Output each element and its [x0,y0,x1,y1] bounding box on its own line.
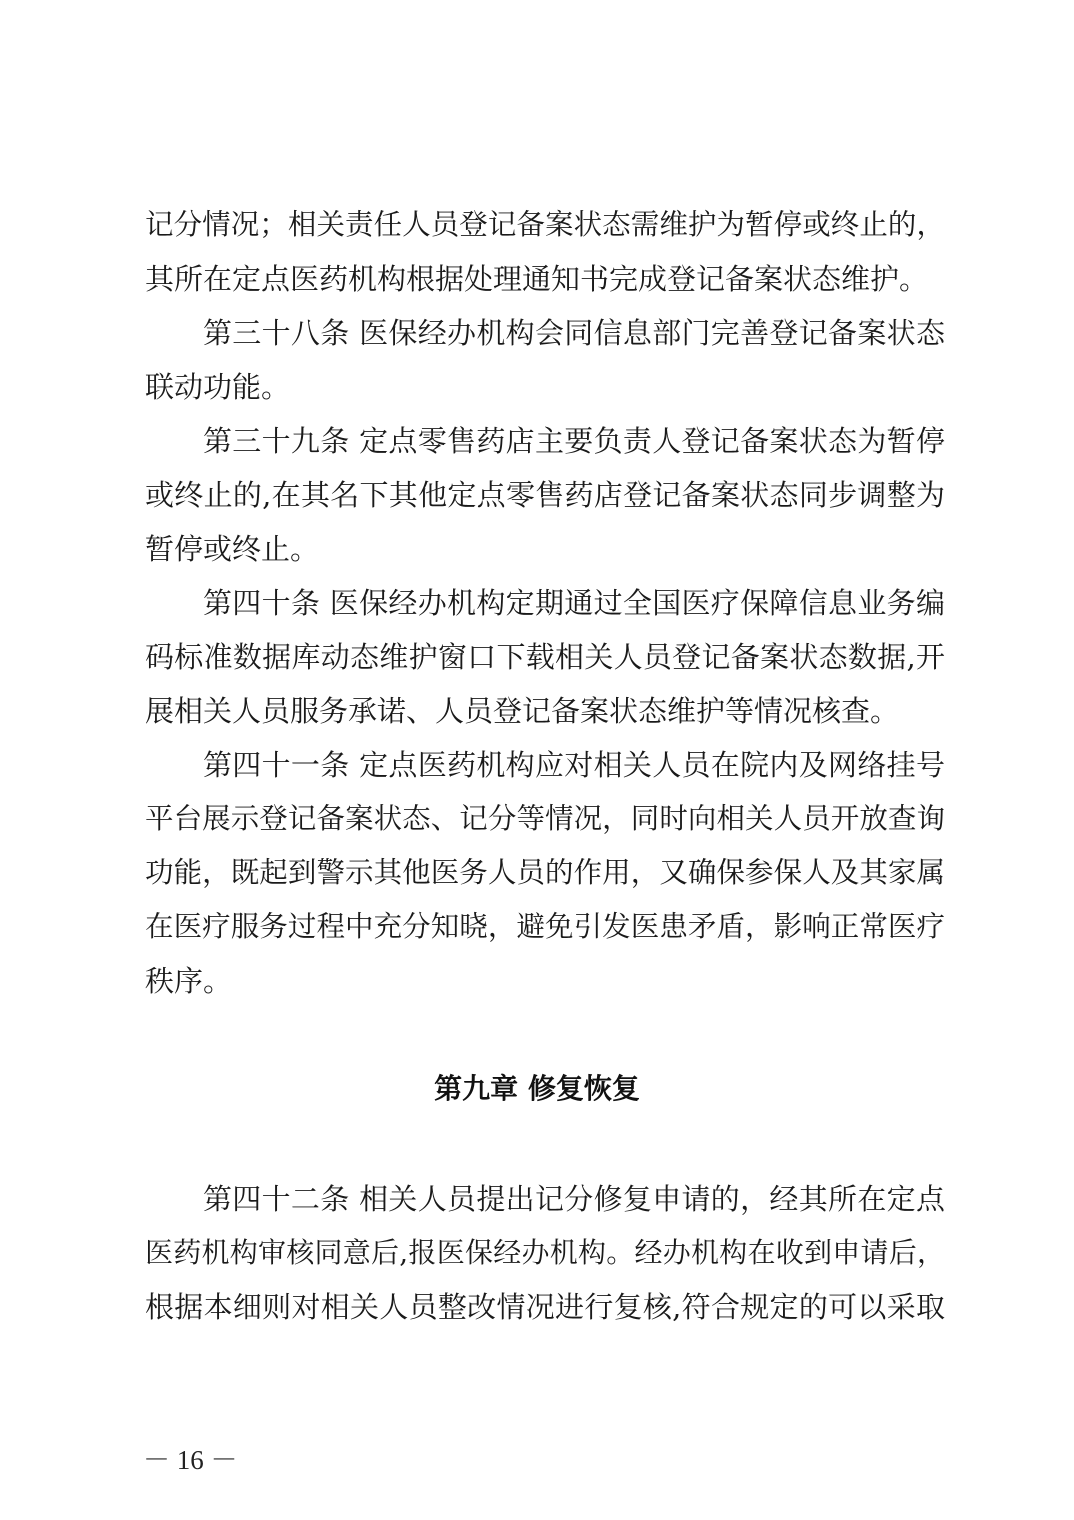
text-line: 或终止的,在其名下其他定点零售药店登记备案状态同步调整为 [145,478,945,512]
article-38-line: 第三十八条 医保经办机构会同信息部门完善登记备案状态 [203,316,945,350]
text-line: 功能，既起到警示其他医务人员的作用，又确保参保人及其家属 [145,856,945,889]
article-42-line: 第四十二条 相关人员提出记分修复申请的，经其所在定点 [203,1182,945,1216]
article-41-line: 第四十一条 定点医药机构应对相关人员在院内及网络挂号 [203,748,945,782]
text-line: 展相关人员服务承诺、人员登记备案状态维护等情况核查。 [145,694,900,728]
text-line: 联动功能。 [145,370,291,404]
text-line: 平台展示登记备案状态、记分等情况，同时向相关人员开放查询 [145,802,945,835]
text-line: 码标准数据库动态维护窗口下载相关人员登记备案状态数据,开 [145,640,945,674]
text-line: 其所在定点医药机构根据处理通知书完成登记备案状态维护。 [145,262,929,296]
text-line: 暂停或终止。 [145,532,320,566]
text-line: 医药机构审核同意后,报医保经办机构。经办机构在收到申请后， [145,1236,945,1269]
text-line: 在医疗服务过程中充分知晓，避免引发医患矛盾，影响正常医疗 [145,910,945,943]
article-40-line: 第四十条 医保经办机构定期通过全国医疗保障信息业务编 [203,586,945,620]
article-39-line: 第三十九条 定点零售药店主要负责人登记备案状态为暂停 [203,424,945,458]
page-number: － 16 － [143,1445,238,1475]
text-line: 根据本细则对相关人员整改情况进行复核,符合规定的可以采取 [145,1290,945,1324]
text-line: 秩序。 [145,964,233,998]
chapter-heading: 第九章 修复恢复 [434,1072,640,1105]
text-line: 记分情况；相关责任人员登记备案状态需维护为暂停或终止的， [145,208,945,241]
